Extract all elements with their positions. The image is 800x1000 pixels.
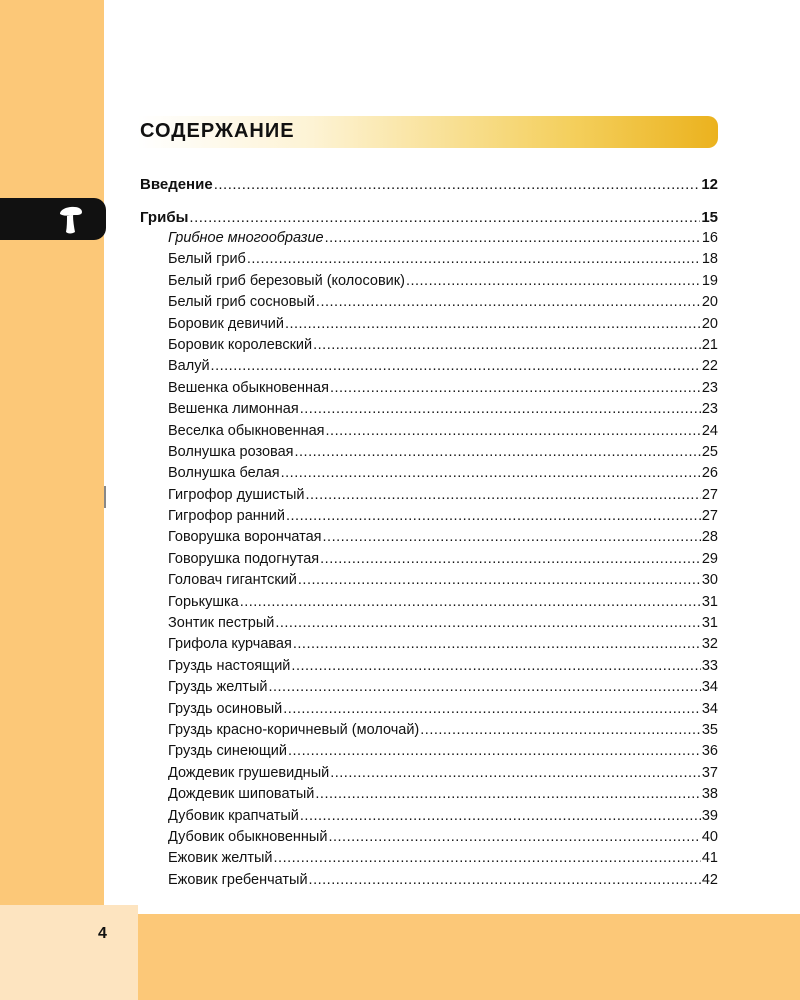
toc-entry-page: 12: [701, 176, 718, 193]
toc-entry-page: 36: [701, 743, 718, 760]
toc-entry[interactable]: [140, 808, 718, 829]
toc-entry-title: Горькушка: [168, 593, 239, 610]
toc-entry-title: Валуй: [168, 358, 210, 375]
dot-leader: [247, 251, 701, 267]
toc-entry-page: 21: [701, 336, 718, 353]
toc-entry[interactable]: [140, 337, 718, 358]
toc-entry-title: Белый гриб: [168, 251, 246, 268]
dot-leader: [211, 358, 701, 374]
toc-entry-page: 34: [701, 679, 718, 696]
toc-entry[interactable]: [140, 230, 718, 251]
toc-entry-title: Грибное многообразие: [168, 230, 324, 246]
toc-entry-page: 41: [701, 850, 718, 867]
toc-entry-page: 38: [701, 786, 718, 803]
dot-leader: [268, 679, 700, 695]
toc-entry-page: 19: [701, 272, 718, 289]
toc-entry[interactable]: [140, 765, 718, 786]
toc-entry-page: 23: [701, 401, 718, 418]
toc-entry-page: 18: [701, 251, 718, 268]
toc-entry-page: 15: [701, 209, 718, 226]
toc-entry-title: Белый гриб березовый (колосовик): [168, 272, 405, 289]
dot-leader: [275, 615, 701, 631]
toc-entry[interactable]: [140, 444, 718, 465]
toc-entry-page: 31: [701, 593, 718, 610]
left-sidebar-strip: [0, 0, 104, 1000]
toc-entry[interactable]: [140, 380, 718, 401]
toc-entry-page: 29: [701, 550, 718, 567]
toc-entry-title: Волнушка розовая: [168, 443, 294, 460]
toc-entry-page: 37: [701, 764, 718, 781]
dot-leader: [326, 423, 701, 439]
dot-leader: [288, 743, 701, 759]
toc-entry-page: 26: [701, 465, 718, 482]
dot-leader: [298, 572, 701, 588]
toc-entry-page: 25: [701, 443, 718, 460]
dot-leader: [309, 872, 701, 888]
toc-entry-title: Гигрофор ранний: [168, 508, 285, 525]
toc-entry-title: Введение: [140, 176, 213, 193]
page-title: СОДЕРЖАНИЕ: [140, 120, 295, 142]
toc-entry-title: Грибы: [140, 209, 189, 226]
toc-entry-page: 33: [701, 657, 718, 674]
toc-entry-page: 32: [701, 636, 718, 653]
dot-leader: [274, 850, 701, 866]
toc-entry[interactable]: [140, 572, 718, 593]
toc-entry[interactable]: [140, 743, 718, 764]
dot-leader: [306, 487, 701, 503]
toc-entry[interactable]: [140, 401, 718, 422]
toc-entry[interactable]: [140, 551, 718, 572]
toc-entry-title: Груздь синеющий: [168, 743, 287, 760]
toc-entry-title: Белый гриб сосновый: [168, 294, 315, 311]
toc-entry[interactable]: [140, 615, 718, 636]
dot-leader: [214, 176, 701, 193]
dot-leader: [295, 444, 701, 460]
toc-entry[interactable]: [140, 786, 718, 807]
toc-entry-title: Веселка обыкновенная: [168, 422, 325, 439]
page-number-box: [0, 905, 138, 1000]
toc-entry-title: Грифола курчавая: [168, 636, 292, 653]
toc-entry[interactable]: [140, 829, 718, 850]
toc-entry[interactable]: [140, 636, 718, 657]
dot-leader: [300, 401, 701, 417]
dot-leader: [293, 636, 701, 652]
dot-leader: [316, 294, 701, 310]
dot-leader: [325, 230, 701, 246]
toc-entry-title: Ежовик гребенчатый: [168, 871, 308, 888]
toc-entry-title: Боровик королевский: [168, 336, 313, 353]
toc-entry-title: Груздь настоящий: [168, 657, 291, 674]
bottom-band: [104, 914, 800, 1000]
dot-leader: [285, 316, 701, 332]
toc-entry-page: 34: [701, 700, 718, 717]
toc-entry[interactable]: [140, 722, 718, 743]
toc-entry-page: 30: [701, 572, 718, 589]
toc-entry-page: 27: [701, 508, 718, 525]
toc-entry-title: Гигрофор душистый: [168, 486, 305, 503]
toc-entry-page: 40: [701, 828, 718, 845]
toc-entry-title: Вешенка обыкновенная: [168, 379, 329, 396]
toc-entry-page: 24: [701, 422, 718, 439]
toc-entry[interactable]: [140, 508, 718, 529]
toc-entry-title: Вешенка лимонная: [168, 401, 299, 418]
toc-entry[interactable]: [140, 316, 718, 337]
toc-entry-page: 16: [701, 230, 718, 246]
toc-entry[interactable]: [140, 850, 718, 871]
toc-entry-title: Дубовик крапчатый: [168, 807, 299, 824]
toc-entry-page: 20: [701, 315, 718, 332]
dot-leader: [240, 594, 701, 610]
toc-entry[interactable]: [140, 658, 718, 679]
dot-leader: [406, 273, 701, 289]
toc-entry[interactable]: [140, 209, 718, 230]
dot-leader: [320, 551, 701, 567]
toc-entry-page: 22: [701, 358, 718, 375]
toc-entry[interactable]: [140, 176, 718, 197]
dot-leader: [300, 808, 701, 824]
toc-entry[interactable]: [140, 294, 718, 315]
toc-entry-title: Говорушка ворончатая: [168, 529, 322, 546]
mushroom-icon: [58, 203, 84, 235]
toc-entry[interactable]: [140, 529, 718, 550]
toc-entry-title: Ежовик желтый: [168, 850, 273, 867]
table-of-contents: [140, 176, 718, 893]
toc-entry[interactable]: [140, 465, 718, 486]
toc-entry[interactable]: [140, 701, 718, 722]
section-tab[interactable]: [0, 198, 106, 240]
toc-entry[interactable]: [140, 251, 718, 272]
toc-entry-page: 27: [701, 486, 718, 503]
dot-leader: [313, 337, 701, 353]
toc-entry-title: Говорушка подогнутая: [168, 550, 320, 567]
dot-leader: [189, 209, 700, 226]
toc-entry[interactable]: [140, 872, 718, 893]
dot-leader: [286, 508, 701, 524]
dot-leader: [283, 701, 701, 717]
toc-entry-page: 39: [701, 807, 718, 824]
dot-leader: [328, 829, 700, 845]
dot-leader: [420, 722, 701, 738]
dot-leader: [330, 380, 701, 396]
dot-leader: [323, 529, 701, 545]
toc-entry-title: Боровик девичий: [168, 315, 284, 332]
toc-entry-page: 23: [701, 379, 718, 396]
toc-entry-title: Груздь желтый: [168, 679, 268, 696]
page-number: 4: [98, 925, 107, 942]
toc-entry[interactable]: [140, 423, 718, 444]
dot-leader: [315, 786, 700, 802]
toc-entry[interactable]: [140, 679, 718, 700]
toc-entry-title: Зонтик пестрый: [168, 615, 275, 632]
dot-leader: [291, 658, 700, 674]
toc-entry[interactable]: [140, 358, 718, 379]
toc-entry-title: Дождевик шиповатый: [168, 786, 315, 803]
toc-entry-title: Головач гигантский: [168, 572, 297, 589]
toc-entry-page: 42: [701, 871, 718, 888]
dot-leader: [281, 465, 701, 481]
toc-entry-page: 28: [701, 529, 718, 546]
toc-entry-page: 31: [701, 615, 718, 632]
toc-entry-title: Волнушка белая: [168, 465, 280, 482]
toc-entry-title: Груздь осиновый: [168, 700, 283, 717]
toc-entry[interactable]: [140, 594, 718, 615]
dot-leader: [330, 765, 701, 781]
toc-entry-title: Дождевик грушевидный: [168, 764, 330, 781]
toc-entry-title: Груздь красно-коричневый (молочай): [168, 721, 420, 738]
toc-entry[interactable]: [140, 273, 718, 294]
toc-entry-page: 35: [701, 721, 718, 738]
gutter-mark: [104, 486, 106, 508]
toc-entry-page: 20: [701, 294, 718, 311]
toc-entry-title: Дубовик обыкновенный: [168, 828, 328, 845]
toc-entry[interactable]: [140, 487, 718, 508]
